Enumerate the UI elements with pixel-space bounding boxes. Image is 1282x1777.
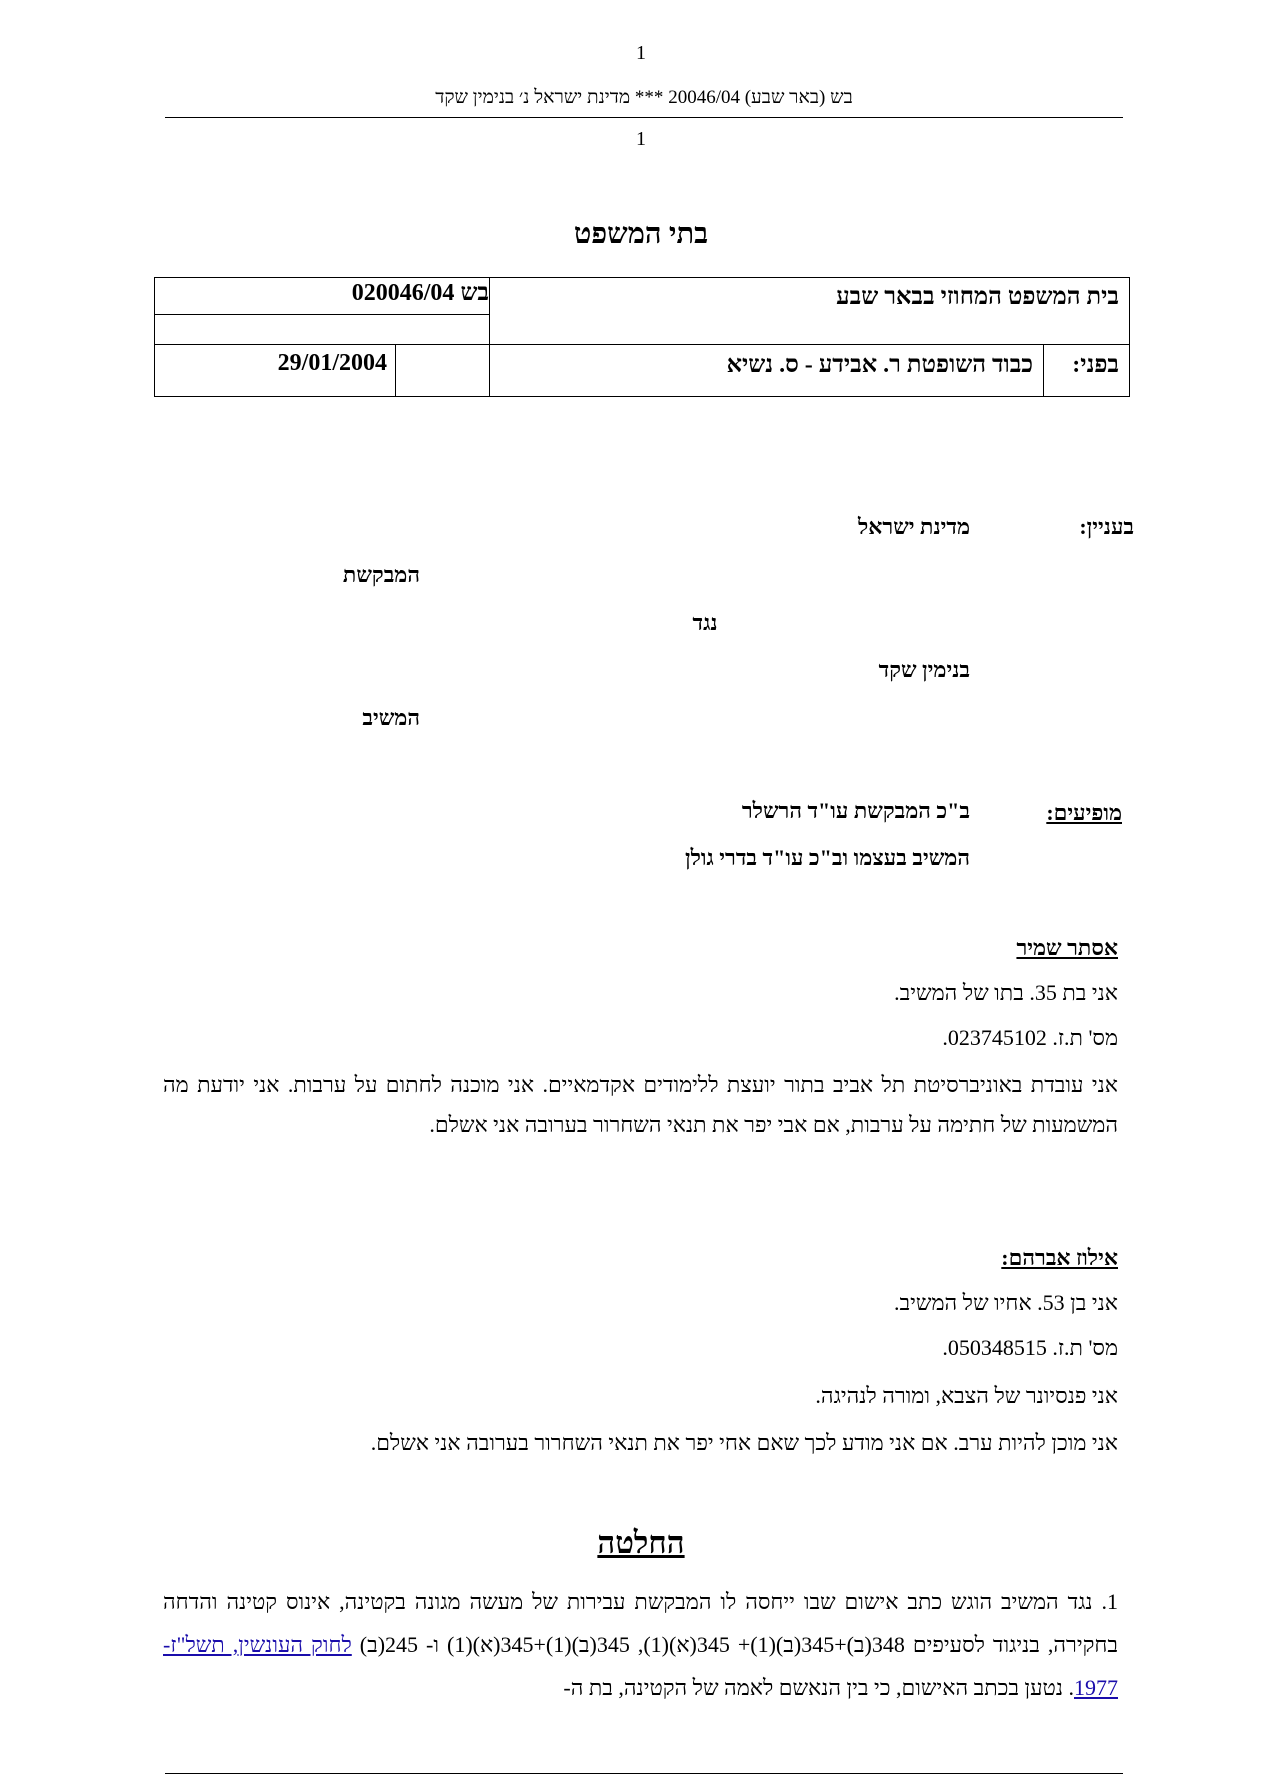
appearances-label: מופיעים: bbox=[1046, 800, 1122, 825]
decision-date: 29/01/2004 bbox=[277, 350, 387, 376]
respondent-role: המשיב bbox=[362, 705, 420, 730]
witness1-line1: אני בת 35. בתו של המשיב. bbox=[894, 980, 1118, 1005]
court-title: בתי המשפט bbox=[573, 218, 709, 250]
before-label: בפני: bbox=[1072, 352, 1119, 378]
witness1-id: מס' ת.ז. 023745102. bbox=[942, 1025, 1118, 1050]
footer-divider bbox=[165, 1773, 1123, 1774]
decision-paragraph-1 bbox=[163, 1580, 1118, 1709]
versus-text: נגד bbox=[692, 610, 718, 635]
decision-title: החלטה bbox=[597, 1525, 685, 1560]
table-row-line-left-1 bbox=[155, 314, 489, 315]
applicant-role: המבקשת bbox=[342, 562, 420, 587]
page-number-top: 1 bbox=[636, 42, 646, 64]
matter-label: בעניין: bbox=[1079, 514, 1134, 539]
decision-text-end: . נטען בכתב האישום, כי בין הנאשם לאמה של הקטינה, בת ה- bbox=[563, 1675, 1074, 1700]
court-name: בית המשפט המחוזי בבאר שבע bbox=[836, 284, 1119, 310]
respondent-name: בנימין שקד bbox=[878, 657, 970, 682]
witness2-id: מס' ת.ז. 050348515. bbox=[942, 1335, 1118, 1360]
table-row-line-2 bbox=[155, 344, 1129, 345]
table-divider-main bbox=[489, 278, 490, 396]
appearance-applicant: ב"כ המבקשת עו"ד הרשלר bbox=[741, 798, 970, 823]
table-divider-date bbox=[395, 344, 396, 396]
running-header: בש (באר שבע) 20046/04 *** מדינת ישראל נ׳ בנימין שקד bbox=[435, 87, 853, 108]
page-number-second: 1 bbox=[636, 128, 646, 150]
witness2-line1: אני בן 53. אחיו של המשיב. bbox=[894, 1290, 1118, 1315]
witness2-line3: אני פנסיונר של הצבא, ומורה לנהיגה. bbox=[815, 1383, 1118, 1408]
header-divider bbox=[165, 117, 1123, 118]
witness1-name: אסתר שמיר bbox=[1016, 935, 1118, 960]
witness2-line4: אני מוכן להיות ערב. אם אני מודע לכך שאם אחי יפר את תנאי השחרור בערובה אני אשלם. bbox=[370, 1430, 1118, 1455]
appearance-respondent: המשיב בעצמו וב"כ עו"ד בדרי גולן bbox=[684, 845, 970, 870]
judge-name: כבוד השופטת ר. אבידע - ס. נשיא bbox=[726, 352, 1033, 378]
decision-text-start: 1. נגד המשיב הוגש כתב אישום שבו ייחסה לו המבקשת עבירות של מעשה מגונה בקטינה, אינוס קטינה והדחה בחקירה, בניגוד לסעיפים 348(ב)+345(ב)(1)+ 345(א)(1), 345(ב)(1)+345(א)(1) ו- 245(ב) bbox=[163, 1589, 1119, 1657]
witness2-name: אילוז אברהם: bbox=[1001, 1245, 1118, 1270]
case-info-table bbox=[154, 277, 1130, 397]
applicant-name: מדינת ישראל bbox=[857, 514, 970, 539]
penal-law-link[interactable]: לחוק העונשין, תשל"ז- 1977 bbox=[163, 1632, 1118, 1700]
witness1-statement: אני עובדת באוניברסיטת תל אביב בתור יועצת ללימודים אקדמאיים. אני מוכנה לחתום על ערבות. אני יודעת מה המשמעות של חתימה על ערבות, אם אבי יפר את תנאי השחרור בערובה אני אשלם. bbox=[163, 1072, 1118, 1137]
case-number: בש 020046/04 bbox=[351, 280, 489, 306]
